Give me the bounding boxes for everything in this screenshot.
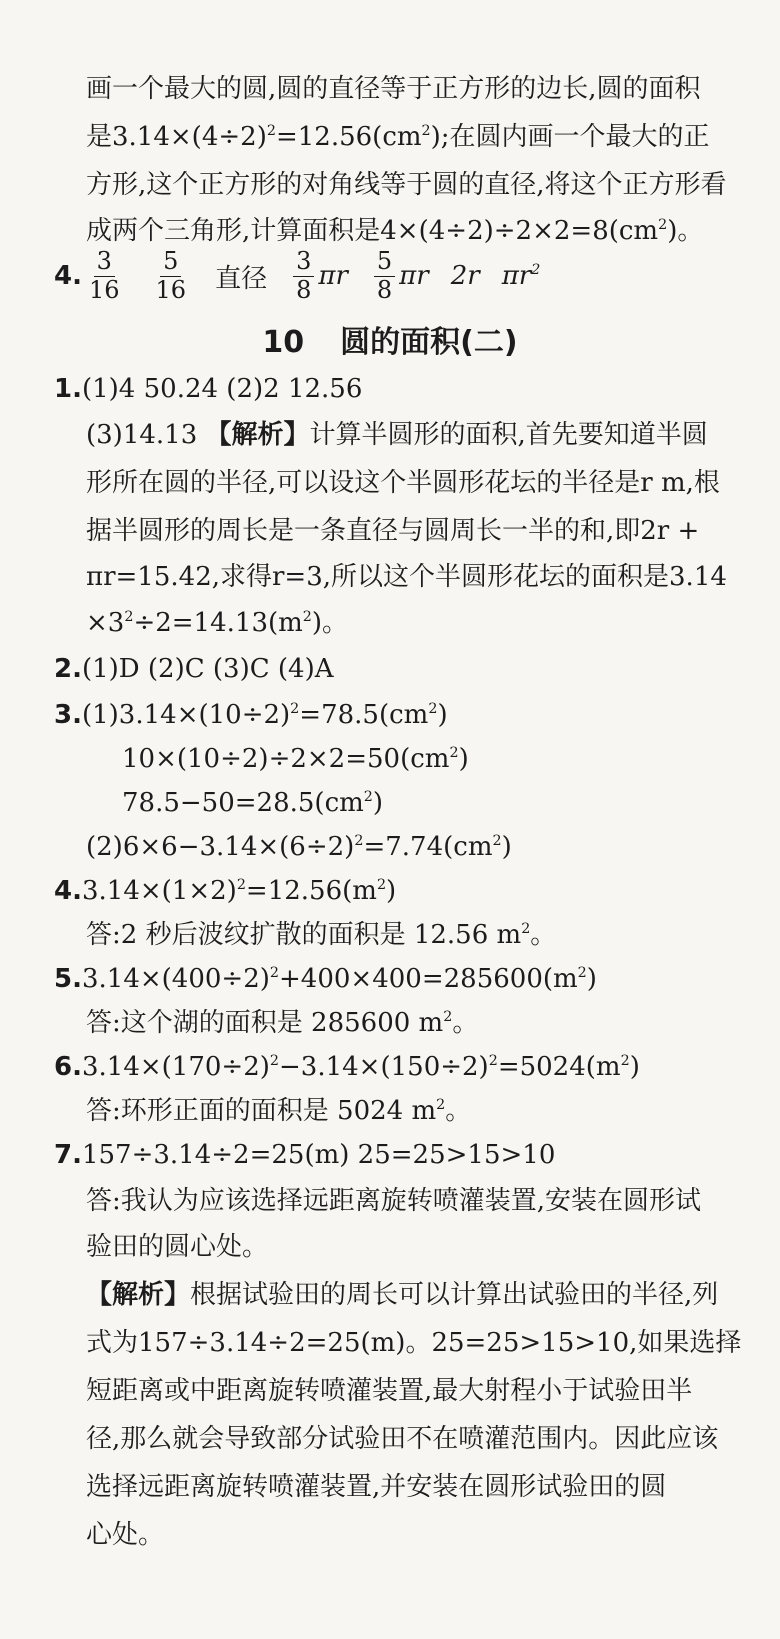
answer-statement: 验田的圆心处。 [86,1232,269,1262]
text-line: 方形,这个正方形的对角线等于圆的直径,将这个正方形看 [86,170,727,200]
answer-statement: 答:这个湖的面积是 285600 $m^2$。 [86,1008,479,1038]
question-4-answers: 4. $\frac{3}{16}$ $\frac{5}{16}$ 直径 $\frac{3}{8}$ πr $\frac{5}{8}$ πr 2r $\pi r^2$ [54,247,541,304]
text-line: 成两个三角形,计算面积是$4\times(4\div 2)\div 2\times 2=8(cm^2)$。 [86,216,704,246]
analysis-tag: 【解析】 [86,1280,191,1310]
formula-line: $10\times(10\div 2)\div 2\times 2=50(cm^2)$ [122,744,469,774]
answer-line: (3)14.13 【解析】计算半圆形的面积,首先要知道半圆 [86,420,708,450]
answer-statement: 答:环形正面的面积是 5024 $m^2$。 [86,1096,472,1126]
text-line: 径,那么就会导致部分试验田不在喷灌范围内。因此应该 [86,1424,719,1454]
text-line: 式为157÷3.14÷2=25(m)。25=25>15>10,如果选择 [86,1328,742,1358]
text-line: 据半圆形的周长是一条直径与圆周长一半的和,即2r + [86,516,700,546]
text-line: 形所在圆的半径,可以设这个半圆形花坛的半径是r m,根 [86,468,720,498]
answer-line: 7.157÷3.14÷2=25(m) 25=25>15>10 [54,1140,556,1170]
answer-term: $\pi r^2$ [501,261,541,292]
fraction: $\frac{5}{16}$ [155,247,187,304]
fraction: $\frac{5}{8}$ [374,248,395,304]
answer-word: 直径 [215,263,268,294]
text-line: 画一个最大的圆,圆的直径等于正方形的边长,圆的面积 [86,74,701,104]
fraction: $\frac{3}{16}$ [88,247,120,304]
text-line: $\times 3^2\div 2=14.13(m^2)$。 [86,608,349,638]
answer-line: 2.(1)D (2)C (3)C (4)A [54,654,334,684]
text-line: 心处。 [86,1520,165,1550]
text-line: 【解析】根据试验田的周长可以计算出试验田的半径,列 [86,1280,719,1310]
text-line: πr=15.42,求得r=3,所以这个半圆形花坛的面积是3.14 [86,562,727,592]
answer-line: 1.(1)4 50.24 (2)2 12.56 [54,374,363,404]
formula-line: $(2)6\times 6-3.14\times(6\div 2)^2=7.74(cm^2)$ [86,832,512,862]
question-number: 4. [54,261,82,292]
text-line: 选择远距离旋转喷灌装置,并安装在圆形试验田的圆 [86,1472,667,1502]
fraction: $\frac{3}{8}$ [293,248,314,304]
answer-statement: 答:我认为应该选择远距离旋转喷灌装置,安装在圆形试 [86,1186,702,1216]
answer-term: 2r [450,261,480,292]
answer-statement: 答:2 秒后波纹扩散的面积是 12.56 $m^2$。 [86,920,557,950]
answer-line: $4.3.14\times(1\times 2)^2=12.56(m^2)$ [54,876,397,906]
text-line: 短距离或中距离旋转喷灌装置,最大射程小于试验田半 [86,1376,693,1406]
answer-line: $6.3.14\times(170\div 2)^2-3.14\times(150\div 2)^2=5024(m^2)$ [54,1052,640,1082]
analysis-tag: 【解析】 [205,420,310,450]
answer-line: $5.3.14\times(400\div 2)^2+400\times 400=285600(m^2)$ [54,964,597,994]
section-title: 10 圆的面积(二) [262,325,518,360]
answer-line: $3.(1)3.14\times(10\div 2)^2=78.5(cm^2)$ [54,700,448,730]
text-line: 是$3.14\times(4\div 2)^2=12.56(cm^2)$;在圆内画一个最大的正 [86,122,710,152]
formula-line: $78.5-50=28.5(cm^2)$ [122,788,384,818]
